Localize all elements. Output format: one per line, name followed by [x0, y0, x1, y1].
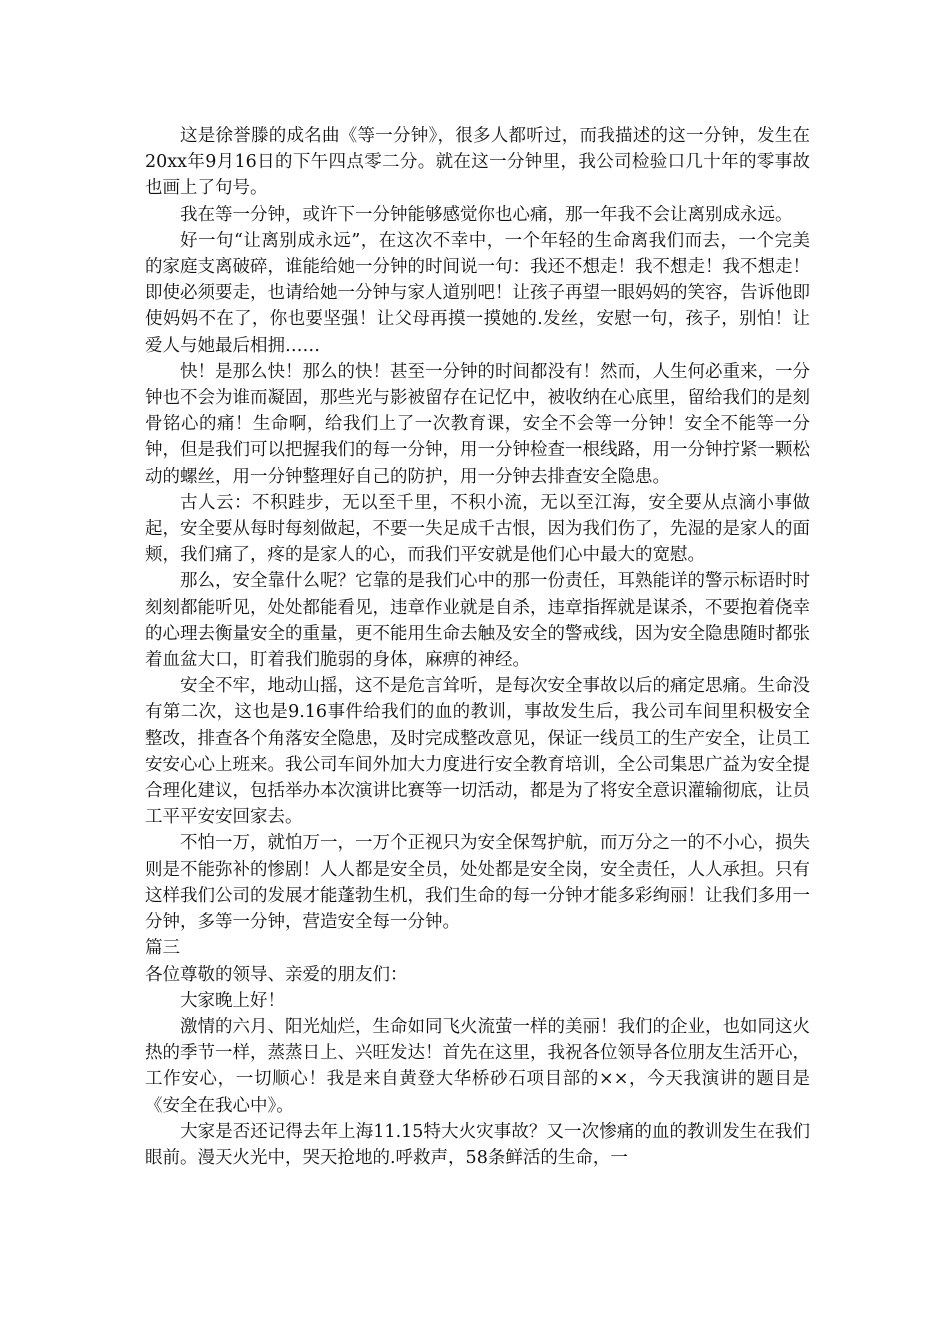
paragraph: 这是徐誉滕的成名曲《等一分钟》，很多人都听过，而我描述的这一分钟，发生在20xx年9月16日的下午四点零二分。就在这一分钟里，我公司检验口几十年的零事故也画上了句号。: [145, 126, 810, 199]
document-page: [145, 123, 810, 1171]
paragraph: 大家是否还记得去年上海11.15特大火灾事故？又一次惨痛的血的教训发生在我们眼前。漫天火光中，哭天抢地的.呼救声，58条鲜活的生命，一: [145, 1121, 810, 1168]
paragraph: 我在等一分钟，或许下一分钟能够感觉你也心痛，那一年我不会让离别成永远。: [180, 204, 793, 225]
paragraph: 激情的六月、阳光灿烂，生命如同飞火流萤一样的美丽！我们的企业，也如同这火热的季节一样，蒸蒸日上、兴旺发达！首先在这里，我祝各位领导各位朋友生活开心，工作安心，一切顺心！我是来自黄登大华桥砂石项目部的××，今天我演讲的题目是《安全在我心中》。: [145, 1016, 810, 1116]
paragraph: 快！是那么快！那么的快！甚至一分钟的时间都没有！然而，人生何必重来，一分钟也不会为谁而凝固，那些光与影被留存在记忆中，被收纳在心底里，留给我们的是刻骨铭心的痛！生命啊，给我们上了一次教育课，安全不会等一分钟！安全不能等一分钟，但是我们可以把握我们的每一分钟，用一分钟检查一根线路，用一分钟拧紧一颗松动的螺丝，用一分钟整理好自己的防护，用一分钟去排查安全隐患。: [145, 361, 810, 487]
paragraph: 安全不牢，地动山摇，这不是危言耸听，是每次安全事故以后的痛定思痛。生命没有第二次，这也是9.16事件给我们的血的教训，事故发生后，我公司车间里积极安全整改，排查各个角落安全隐患，及时完成整改意见，保证一线员工的生产安全，让员工安安心心上班来。我公司车间外加大力度进行安全教育培训，全公司集思广益为安全提合理化建议，包括举办本次演讲比赛等一切活动，都是为了将安全意识灌输彻底，让员工平平安安回家去。: [145, 676, 810, 828]
greeting: 大家晚上好！: [180, 990, 285, 1011]
paragraph: 那么，安全靠什么呢？它靠的是我们心中的那一份责任，耳熟能详的警示标语时时刻刻都能听见，处处都能看见，违章作业就是自杀，违章指挥就是谋杀，不要抱着侥幸的心理去衡量安全的重量，更不能用生命去触及安全的警戒线，因为安全隐患随时都张着血盆大口，盯着我们脆弱的身体，麻痹的神经。: [145, 571, 810, 671]
paragraph: 古人云：不积跬步，无以至千里，不积小流，无以至江海，安全要从点滴小事做起，安全要从每时每刻做起，不要一失足成千古恨，因为我们伤了，先湿的是家人的面颊，我们痛了，疼的是家人的心，而我们平安就是他们心中最大的宽慰。: [145, 492, 810, 566]
paragraph: 不怕一万，就怕万一，一万个正视只为安全保驾护航，而万分之一的不小心，损失则是不能弥补的惨剧！人人都是安全员，处处都是安全岗，安全责任，人人承担。只有这样我们公司的发展才能蓬勃生机，我们生命的每一分钟才能多彩绚丽！让我们多用一分钟，多等一分钟，营造安全每一分钟。: [145, 833, 810, 933]
paragraph: 好一句“让离别成永远”，在这次不幸中，一个年轻的生命离我们而去，一个完美的家庭支离破碎，谁能给她一分钟的时间说一句：我还不想走！我不想走！我不想走！即使必须要走，也请给她一分钟与家人道别吧！让孩子再望一眼妈妈的笑容，告诉他即使妈妈不在了，你也要坚强！让父母再摸一摸她的.发丝，安慰一句，孩子，别怕！让爱人与她最后相拥……: [145, 230, 810, 356]
salutation: 各位尊敬的领导、亲爱的朋友们：: [145, 964, 408, 985]
section-title: 篇三: [145, 938, 180, 959]
